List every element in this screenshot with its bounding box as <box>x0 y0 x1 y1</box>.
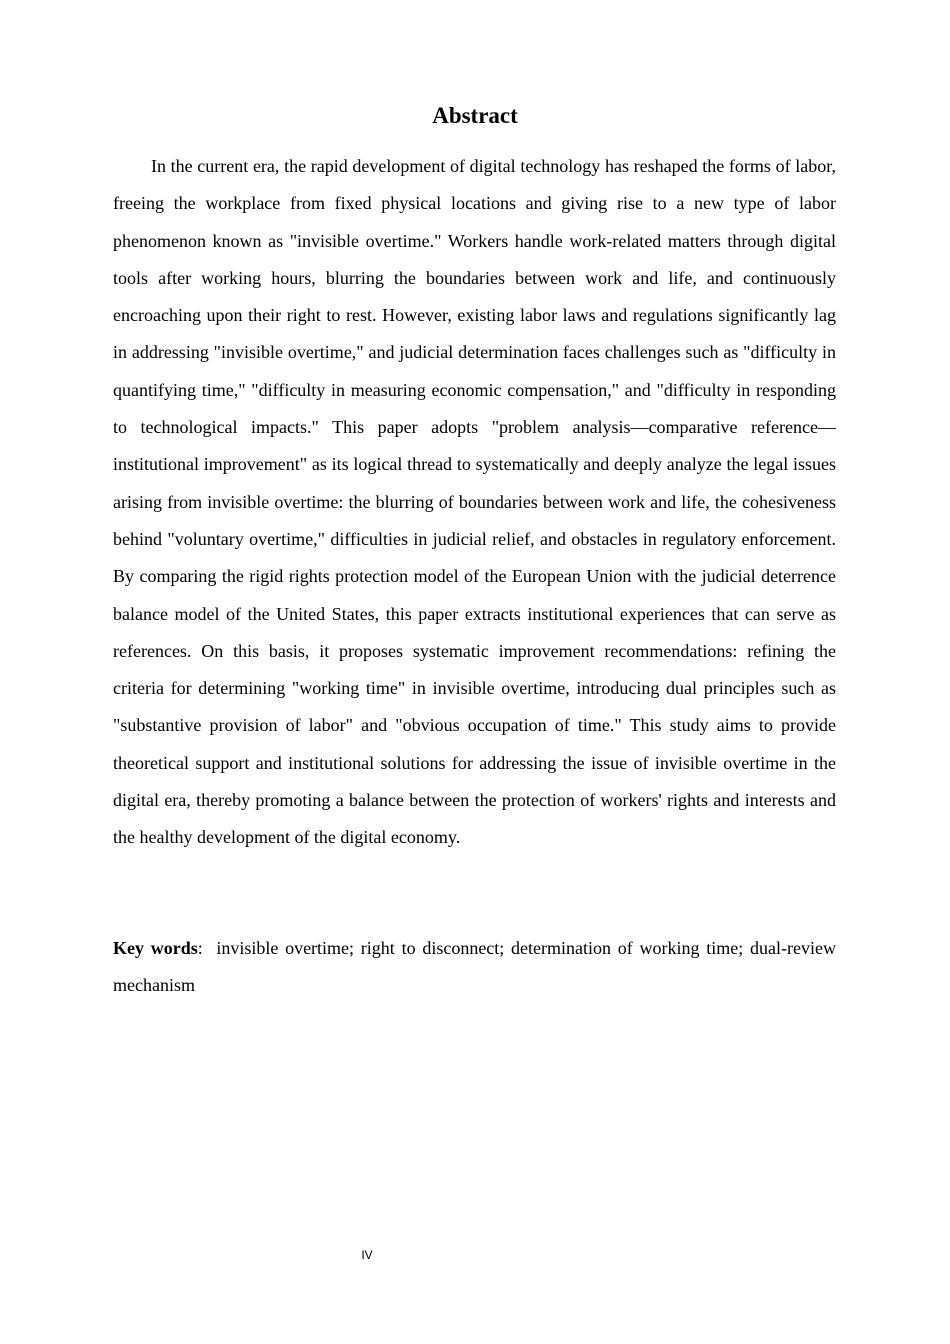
abstract-body: In the current era, the rapid development of digital technology has reshaped the forms of labor, freeing the workplace from fixed physical locations and giving rise to a new type of labor phenomenon known as "invisible overtime." Workers handle work-related matters through digital tools after working hours, blurring the boundaries between work and life, and continuously encroaching upon their right to rest. However, existing labor laws and regulations significantly lag in addressing "invisible overtime," and judicial determination faces challenges such as "difficulty in quantifying time," "difficulty in measuring economic compensation," and "difficulty in responding to technological impacts." This paper adopts "problem analysis—comparative reference—institutional improvement" as its logical thread to systematically and deeply analyze the legal issues arising from invisible overtime: the blurring of boundaries between work and life, the cohesiveness behind "voluntary overtime," difficulties in judicial relief, and obstacles in regulatory enforcement. By comparing the rigid rights protection model of the European Union with the judicial deterrence balance model of the United States, this paper extracts institutional experiences that can serve as references. On this basis, it proposes systematic improvement recommendations: refining the criteria for determining "working time" in invisible overtime, introducing dual principles such as "substantive provision of labor" and "obvious occupation of time." This study aims to provide theoretical support and institutional solutions for addressing the issue of invisible overtime in the digital era, thereby promoting a balance between the protection of workers' rights and interests and the healthy development of the digital economy. <box>113 156 836 848</box>
page-number: IV <box>361 1248 373 1262</box>
keywords-separator: : <box>197 938 203 958</box>
keywords-text: invisible overtime; right to disconnect; determination of working time; dual-review mechanism <box>113 938 837 996</box>
keywords-paragraph <box>113 930 836 1005</box>
abstract-title: Abstract <box>432 103 518 128</box>
keywords-label: Key words <box>113 938 198 958</box>
